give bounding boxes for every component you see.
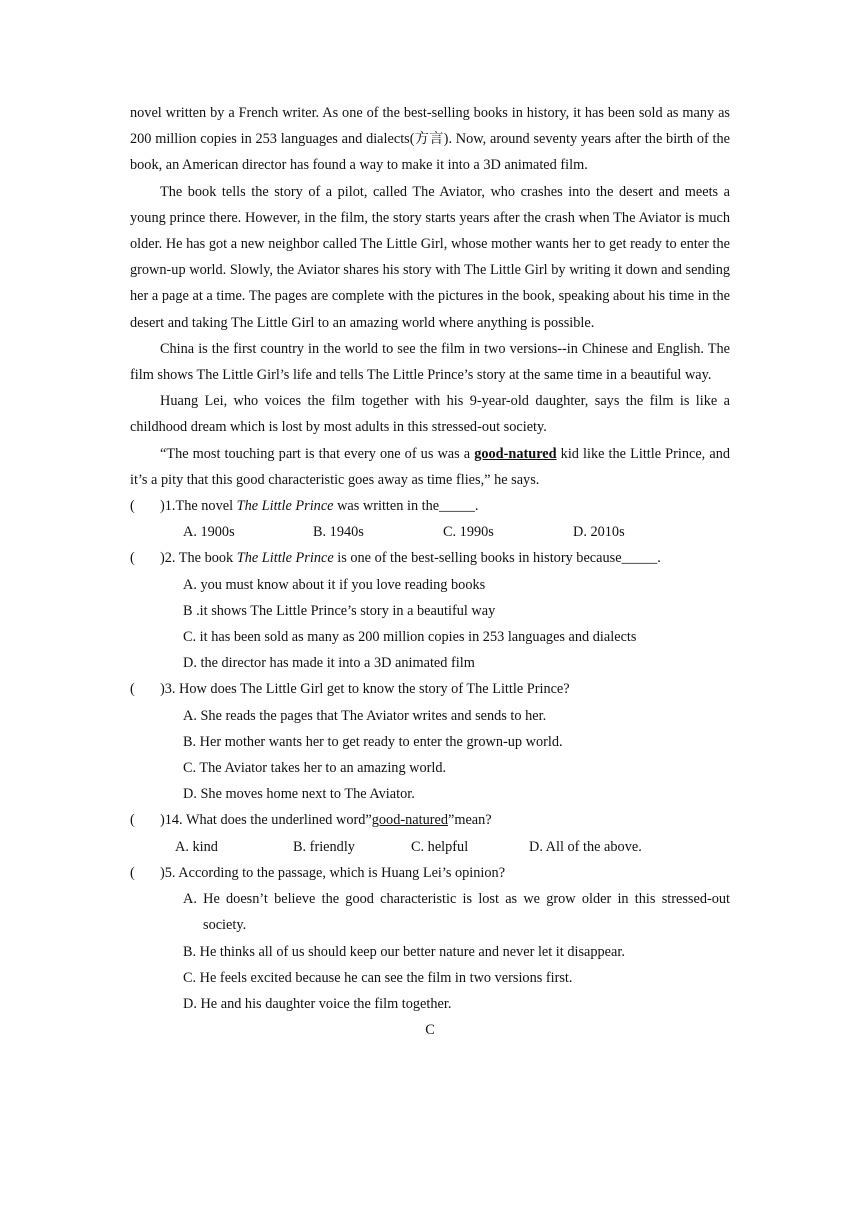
passage-paragraph-3: China is the first country in the world to see the film in two versions--in Chinese and English. The film shows The Little Girl’s life and tells The Little Prince’s story at the same time in a beautiful way. [130,340,730,384]
option-d: D. the director has made it into a 3D animated film [183,655,475,672]
answer-paren: ( [130,864,135,881]
option-d: D. She moves home next to The Aviator. [183,786,415,803]
question-1-text-end: was written in the [333,498,440,515]
option-c: C. helpful [411,838,469,855]
question-4 [130,807,730,833]
option-c: C. The Aviator takes her to an amazing world. [183,760,447,777]
question-1-text: )1.The novel [160,498,237,515]
option-a: A. She reads the pages that The Aviator writes and sends to her. [183,707,547,724]
question-2-period: . [657,550,661,567]
answer-blank: _____ [621,550,658,567]
question-3-text: )3. How does The Little Girl get to know the story of The Little Prince? [160,681,570,698]
option-c: C. He feels excited because he can see the film in two versions first. [183,969,573,986]
option-d: D. He and his daughter voice the film together. [183,995,452,1012]
question-3 [130,676,730,702]
answer-paren: ( [130,498,135,515]
question-2-text-end: is one of the best-selling books in history because [333,550,622,567]
question-2 [130,545,730,571]
option-a: A. kind [175,838,218,855]
option-a: A. 1900s [183,524,235,541]
question-4-options [130,834,730,860]
question-4-text: )14. What does the underlined word” [160,812,372,829]
passage-paragraph-1: novel written by a French writer. As one of the best-selling books in history, it has been sold as many as 200 million copies in 253 languages and dialects(方言). Now, around seventy years after the birth of the book, an American director has found a way to make it into a 3D animated film. [130,105,730,174]
quote-end: kid like the Little Prince, and it’s a pity that this good characteristic goes away as time flies,” he says. [130,445,730,488]
document-content [130,100,730,1043]
book-title: The Little Prince [236,498,334,515]
passage-paragraph-4: Huang Lei, who voices the film together with his 9-year-old daughter, says the film is like a childhood dream which is lost by most adults in this stressed-out society. [130,393,730,436]
question-2-text: )2. The book [160,550,237,567]
option-a: A. He doesn’t believe the good characteristic is lost as we grow older in this stressed-out society. [183,891,730,934]
option-a: A. you must know about it if you love reading books [183,576,486,593]
option-b: B. Her mother wants her to get ready to enter the grown-up world. [183,733,563,750]
question-5-text: )5. According to the passage, which is Huang Lei’s opinion? [160,864,506,881]
option-b: B .it shows The Little Prince’s story in a beautiful way [183,602,496,619]
answer-blank: _____ [439,498,475,515]
option-b: B. He thinks all of us should keep our better nature and never let it disappear. [183,943,625,960]
option-c: C. it has been sold as many as 200 million copies in 253 languages and dialects [183,629,637,646]
section-label: C [425,1022,435,1039]
book-title: The Little Prince [236,550,334,567]
answer-paren: ( [130,812,135,829]
question-1 [130,493,730,519]
underlined-word: good-natured [474,445,557,462]
option-d: D. All of the above. [529,838,642,855]
answer-paren: ( [130,550,135,567]
question-1-period: . [474,498,479,515]
question-5 [130,860,730,886]
answer-paren: ( [130,681,135,698]
underlined-word: good-natured [371,812,448,829]
option-c: C. 1990s [443,524,494,541]
quote-start: “The most touching part is that every one of us was a [160,445,475,462]
question-1-options [130,519,730,545]
question-4-text-end: ”mean? [447,812,492,829]
passage-paragraph-2: The book tells the story of a pilot, called The Aviator, who crashes into the desert and meets a young prince there. However, in the film, the story starts years after the crash when The Aviator is much older. He has got a new neighbor called The Little Girl, whose mother wants her to get ready to enter the grown-up world. Slowly, the Aviator shares his story with The Little Girl by writing it down and sending her a page at a time. The pages are complete with the pictures in the book, speaking about his time in the desert and taking The Little Girl to an amazing world where anything is possible. [130,183,730,331]
option-d: D. 2010s [573,524,625,541]
option-b: B. friendly [293,838,355,855]
option-b: B. 1940s [313,524,364,541]
passage-paragraph-5 [130,441,730,493]
